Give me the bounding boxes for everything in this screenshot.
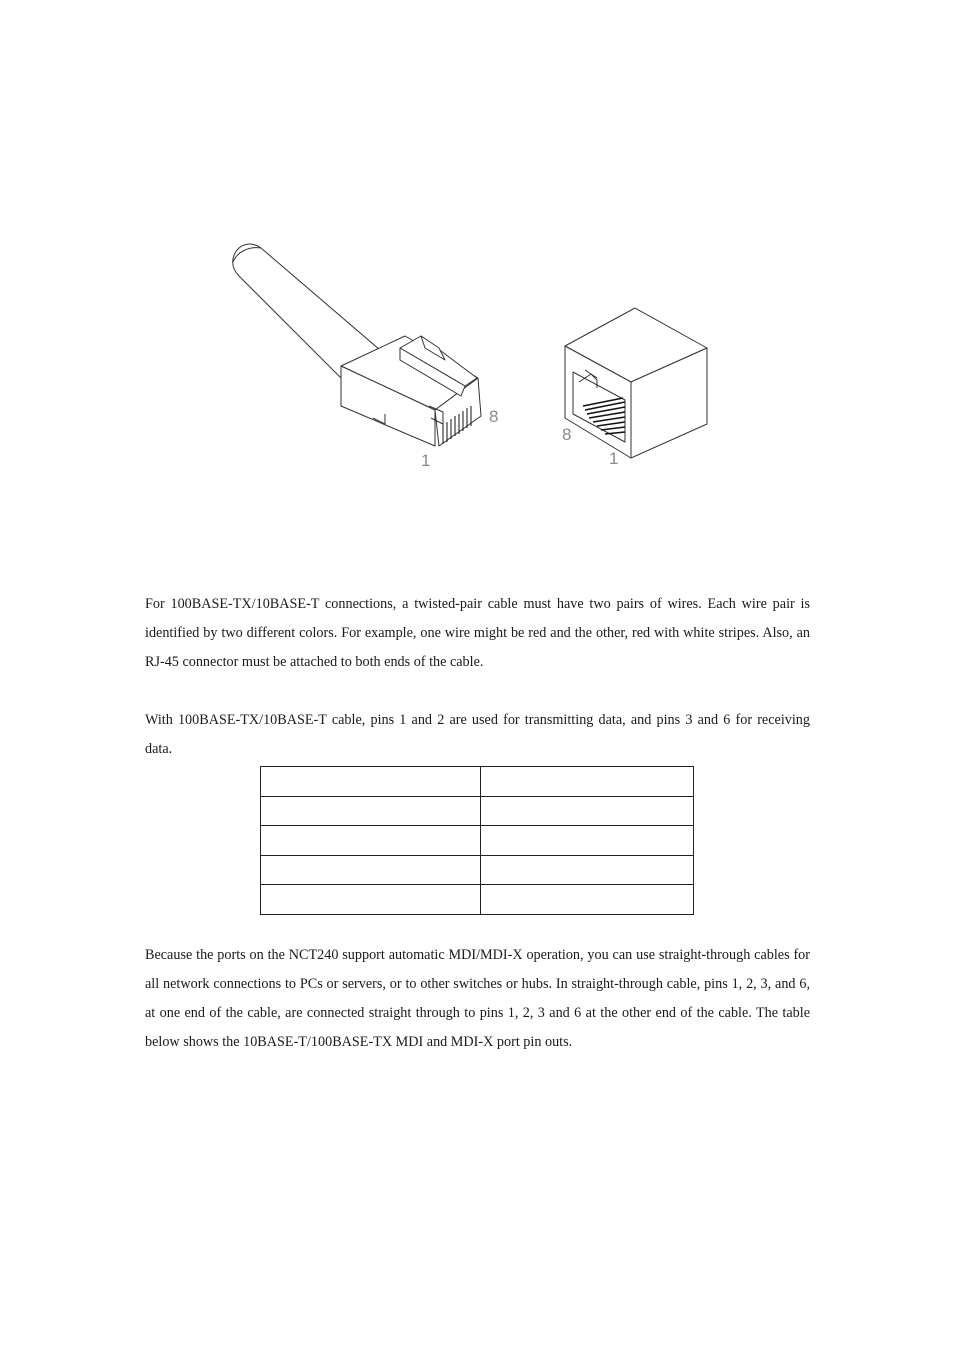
jack-pin-8-label: 8 bbox=[562, 425, 572, 444]
table-cell bbox=[261, 885, 481, 915]
table-row bbox=[261, 855, 694, 885]
table-cell bbox=[261, 767, 481, 797]
table-cell bbox=[481, 826, 694, 856]
plug-pin-8-label: 8 bbox=[489, 407, 499, 426]
rj45-connector-figure bbox=[225, 238, 725, 470]
table-cell bbox=[481, 885, 694, 915]
table-cell bbox=[481, 855, 694, 885]
pin-usage-paragraph: With 100BASE-TX/10BASE-T cable, pins 1 and 2 are used for transmitting data, and pins 3 and 6 for receiving data. bbox=[145, 712, 810, 757]
table-row bbox=[261, 826, 694, 856]
table-row bbox=[261, 885, 694, 915]
table-cell bbox=[261, 796, 481, 826]
table-row bbox=[261, 796, 694, 826]
plug-pin-1-label: 1 bbox=[421, 451, 431, 470]
table-cell bbox=[481, 767, 694, 797]
table-cell bbox=[261, 855, 481, 885]
table-cell bbox=[481, 796, 694, 826]
pin-assignment-table bbox=[260, 766, 694, 915]
twisted-pair-paragraph: For 100BASE-TX/10BASE-T connections, a twisted-pair cable must have two pairs of wires. Each wire pair is identified by two different colors. For example, one wire might be red and the other, red with white stripes. Also, an RJ-45 connector must be attached to both ends of the cable. bbox=[145, 596, 810, 670]
table-row bbox=[261, 767, 694, 797]
rj45-drawing bbox=[225, 238, 725, 470]
jack-pin-1-label: 1 bbox=[609, 449, 619, 468]
mdi-mdix-paragraph: Because the ports on the NCT240 support automatic MDI/MDI-X operation, you can use straight-through cables for all network connections to PCs or servers, or to other switches or hubs. In straight-through cable, pins 1, 2, 3, and 6, at one end of the cable, are connected straight through to pins 1, 2, 3 and 6 at the other end of the cable. The table below shows the 10BASE-T/100BASE-TX MDI and MDI-X port pin outs. bbox=[145, 947, 810, 1050]
table-cell bbox=[261, 826, 481, 856]
